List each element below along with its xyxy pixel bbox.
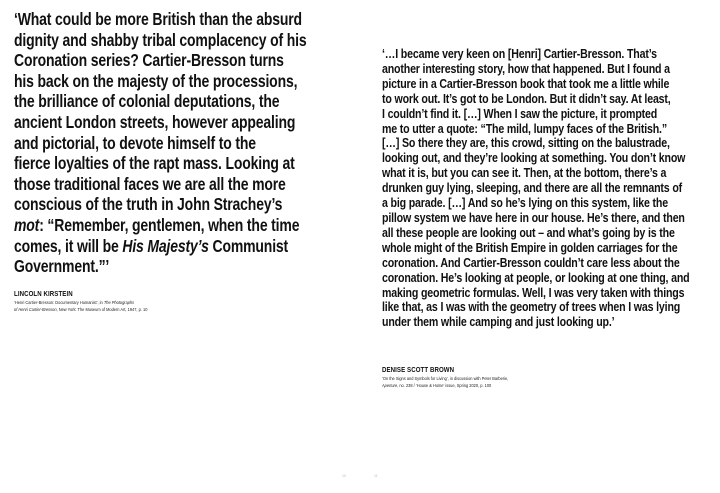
quote-line: his back on the majesty of the processions, [14, 70, 298, 91]
quote-line: Government.”’ [14, 256, 110, 277]
italic-word: mot [14, 214, 40, 235]
quote-line: ‘What could be more British than the absurd [14, 9, 302, 29]
quote-line: under them while camping and just looking up.’ [382, 315, 615, 330]
source-citation: ‘Henri Cartier-Bresson: Documentary Humanist’, in The Photographs [14, 300, 135, 305]
quote-line: to work out. It’s got to be London. But it didn’t say. At least, [382, 91, 671, 106]
quote-line: whole might of the British Empire in golden carriages for the [382, 240, 678, 255]
source-citation: of Henri Cartier-Bresson, New York: The Museum of Modern Art, 1947, p. 10 [14, 307, 148, 313]
quote-line: ancient London streets, however appealing [14, 111, 296, 132]
quote-line: me to utter a quote: “The mild, lumpy faces of the British.” [382, 121, 667, 136]
source-citation: ‘On the Signs and Symbols for Living’, in discussion with Peter Barberie, [382, 376, 509, 381]
quote-line: Coronation series? Cartier-Bresson turns [14, 50, 284, 71]
page-number: 11 [374, 474, 378, 478]
quote-line: dignity and shabby tribal complacency of his [14, 29, 307, 50]
quote-line: coronation. And Cartier-Bresson couldn’t care less about the [382, 255, 680, 270]
author-name: DENISE SCOTT BROWN [382, 365, 455, 374]
quote-line: those traditional faces we are all the more [14, 173, 286, 194]
quote-line: […] So there they are, this crowd, sitting on the balustrade, [382, 136, 670, 151]
quote-line: a big parade. […] And so he’s lying on this system, like the [382, 196, 668, 211]
italic-phrase: His Majesty’s [122, 235, 209, 256]
author-name: LINCOLN KIRSTEIN [14, 289, 73, 298]
quote-line: the brilliance of colonial deputations, the [14, 91, 280, 112]
quote-line: and pictorial, to devote himself to the [14, 132, 256, 153]
quote-line: I couldn’t find it. […] When I saw the picture, it prompted [382, 106, 658, 121]
quote-line: like that, as I was with the geometry of trees when I was lying [382, 300, 681, 315]
right-page [360, 0, 720, 493]
quote-line: fierce loyalties of the rapt mass. Looking at [14, 153, 295, 174]
quote-line: mot: “Remember, gentlemen, when the time [14, 214, 300, 235]
quote-line: pillow system we have here in our house. He’s there, and then [382, 210, 685, 225]
kirstein-attribution [14, 289, 162, 313]
quote-line: picture in a Cartier-Bresson book that took me a little while [382, 76, 670, 91]
quote-line: coronation. He’s looking at people, or looking at one thing, and [382, 270, 690, 285]
quote-line: what it is, but you can see it. Then, at the bottom, there’s a [382, 166, 667, 181]
quote-line: conscious of the truth in John Strachey’s [14, 194, 283, 215]
quote-line: looking out, and they’re looking at something. You don’t know [382, 151, 686, 166]
quote-line: comes, it will be His Majesty’s Communist [14, 235, 289, 256]
quote-line: drunken guy lying, sleeping, and there are all the remnants of [382, 181, 683, 196]
scott-brown-attribution [382, 365, 522, 389]
kirstein-quote [14, 9, 306, 277]
quote-line: another interesting story, how that happened. But I found a [382, 61, 670, 76]
quote-line: ‘…I became very keen on [Henri] Cartier-Bresson. That’s [382, 47, 657, 61]
source-citation: Aperture, no. 238 / ‘House & Home’ issue, Spring 2020, p. 100 [382, 383, 492, 389]
page-number: 10 [342, 474, 346, 478]
scott-brown-quote [382, 47, 689, 330]
quote-line: all these people are looking out – and what’s going by is the [382, 225, 675, 240]
quote-line: making geometric formulas. Well, I was very taken with things [382, 285, 685, 300]
